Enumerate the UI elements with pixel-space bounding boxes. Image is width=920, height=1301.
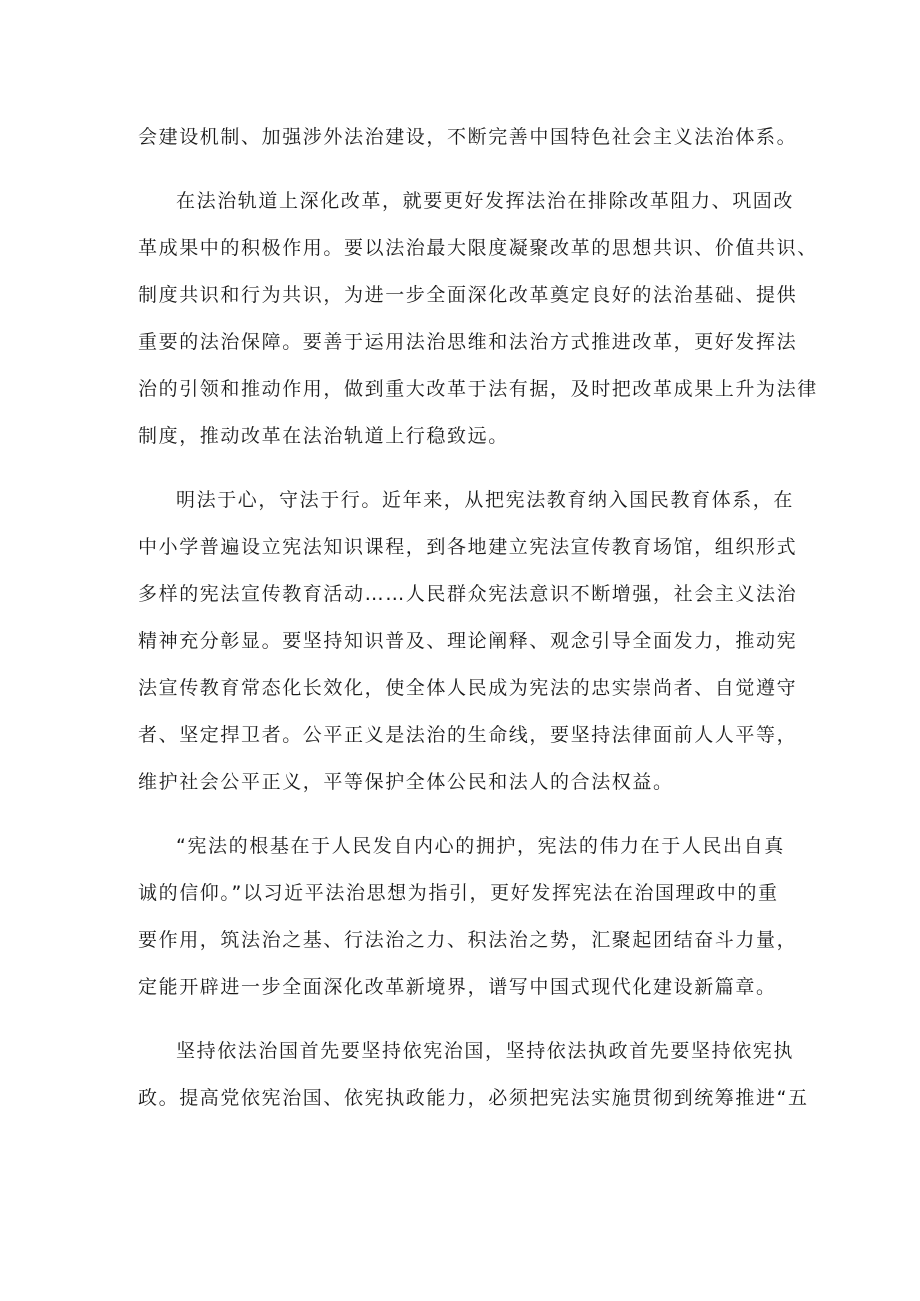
text-line: 要作用，筑法治之基、行法治之力、积法治之势，汇聚起团结奋斗力量， — [138, 929, 798, 951]
text-line: 诚的信仰。”以习近平法治思想为指引，更好发挥宪法在治国理政中的重 — [138, 882, 779, 904]
text-line: 在法治轨道上深化改革，就要更好发挥法治在排除改革阻力、巩固改 — [176, 190, 795, 212]
text-line: 者、坚定捍卫者。公平正义是法治的生命线，要坚持法律面前人人平等， — [138, 724, 798, 746]
text-line: 法宣传教育常态化长效化，使全体人民成为宪法的忠实崇尚者、自觉遵守 — [138, 677, 798, 699]
text-line: 政。提高党依宪治国、依宪执政能力，必须把宪法实施贯彻到统筹推进“五 — [138, 1087, 809, 1109]
text-line: 多样的宪法宣传教育活动……人民群众宪法意识不断增强，社会主义法治 — [138, 583, 798, 605]
text-line: 制度共识和行为共识，为进一步全面深化改革奠定良好的法治基础、提供 — [138, 284, 798, 306]
text-line: 精神充分彰显。要坚持知识普及、理论阐释、观念引导全面发力，推动宪 — [138, 630, 798, 652]
text-line: 治的引领和推动作用，做到重大改革于法有据，及时把改革成果上升为法律 — [138, 378, 818, 400]
text-line: 重要的法治保障。要善于运用法治思维和法治方式推进改革，更好发挥法 — [138, 331, 798, 353]
text-line: 维护社会公平正义，平等保护全体公民和法人的合法权益。 — [138, 771, 674, 793]
text-line: 明法于心，守法于行。近年来，从把宪法教育纳入国民教育体系，在 — [176, 489, 795, 511]
text-line: “宪法的根基在于人民发自内心的拥护，宪法的伟力在于人民出自真 — [176, 835, 785, 857]
text-line: 会建设机制、加强涉外法治建设，不断完善中国特色社会主义法治体系。 — [138, 126, 798, 148]
text-line: 制度，推动改革在法治轨道上行稳致远。 — [138, 425, 509, 447]
text-line: 革成果中的积极作用。要以法治最大限度凝聚改革的思想共识、价值共识、 — [138, 237, 818, 259]
text-line: 中小学普遍设立宪法知识课程，到各地建立宪法宣传教育场馆，组织形式 — [138, 536, 798, 558]
text-line: 定能开辟进一步全面深化改革新境界，谱写中国式现代化建设新篇章。 — [138, 976, 777, 998]
text-line: 坚持依法治国首先要坚持依宪治国，坚持依法执政首先要坚持依宪执 — [176, 1040, 795, 1062]
